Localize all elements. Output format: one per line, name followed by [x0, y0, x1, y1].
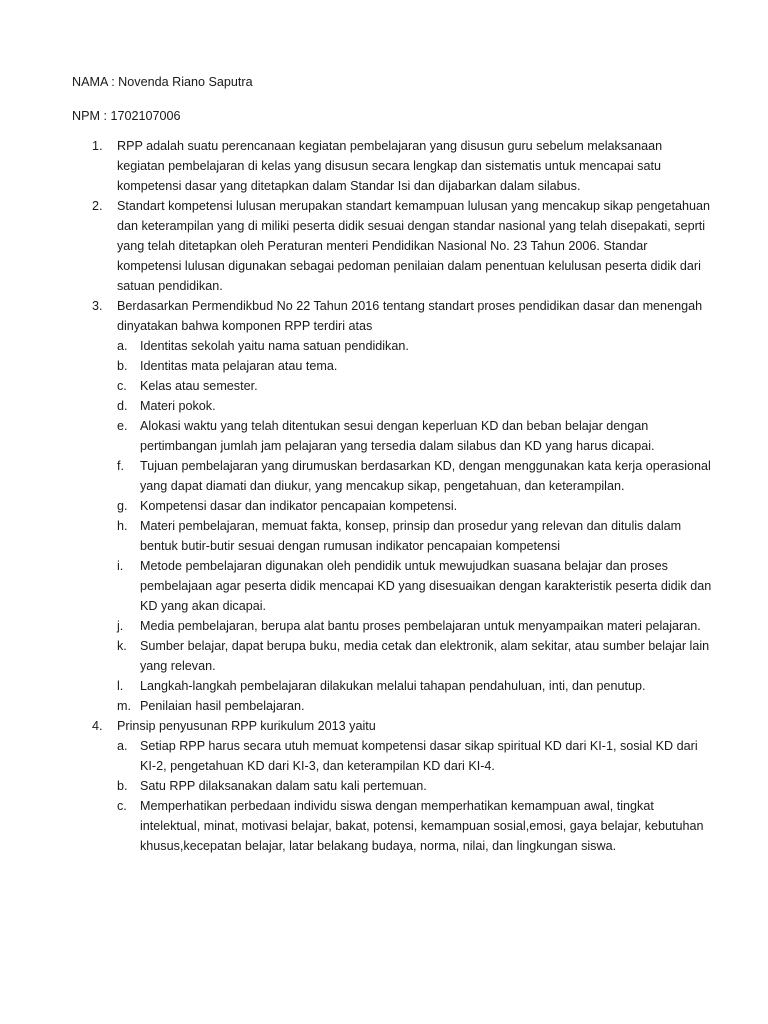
sub-item — [72, 616, 712, 636]
sub-item — [72, 556, 712, 616]
sub-letter: e. — [117, 419, 128, 433]
item-number: 2. — [92, 199, 103, 213]
sub-letter: m. — [117, 699, 131, 713]
sub-item — [72, 496, 712, 516]
sub-text: Alokasi waktu yang telah ditentukan sesui dengan keperluan KD dan beban belajar dengan pertimbangan jumlah jam pelajaran yang tersedia dalam silabus dan KD yang harus dicapai. — [140, 419, 655, 453]
sub-letter: j. — [117, 619, 124, 633]
sub-item — [72, 456, 712, 496]
answer-list — [72, 136, 712, 856]
sub-item — [72, 796, 712, 856]
sub-text: Materi pokok. — [140, 399, 216, 413]
sub-item — [72, 636, 712, 676]
sub-list — [117, 336, 712, 716]
sub-text: Tujuan pembelajaran yang dirumuskan berdasarkan KD, dengan menggunakan kata kerja operasional yang dapat diamati dan diukur, yang mencakup sikap, pengetahuan, dan keterampilan. — [140, 459, 711, 493]
sub-letter: k. — [117, 639, 127, 653]
item-text: Berdasarkan Permendikbud No 22 Tahun 2016 tentang standart proses pendidikan dasar dan menengah dinyatakan bahwa komponen RPP terdiri atas — [117, 299, 703, 333]
sub-item — [72, 376, 712, 396]
sub-letter: i. — [117, 559, 124, 573]
sub-text: Materi pembelajaran, memuat fakta, konsep, prinsip dan prosedur yang relevan dan ditulis dalam bentuk butir-butir sesuai dengan rumusan indikator pencapaian kompetensi — [140, 519, 682, 553]
sub-item — [72, 356, 712, 376]
sub-letter: c. — [117, 799, 127, 813]
sub-item — [72, 696, 712, 716]
sub-item — [72, 416, 712, 456]
sub-letter: f. — [117, 459, 124, 473]
sub-text: Identitas sekolah yaitu nama satuan pendidikan. — [140, 339, 409, 353]
item-number: 4. — [92, 719, 103, 733]
item-number: 1. — [92, 139, 103, 153]
sub-item — [72, 396, 712, 416]
item-text: Standart kompetensi lulusan merupakan standart kemampuan lulusan yang mencakup sikap pengetahuan dan keterampilan yang di miliki peserta didik sesuai dengan standar nasional yang telah disepakati, seprti yang telah ditetapkan oleh Peraturan menteri Pendidikan Nasional No. 23 Tahun 2006. Standar kompetensi lulusan digunakan sebagai pedoman penilaian dalam penentuan kelulusan peserta didik dari satuan pendidikan. — [117, 199, 710, 293]
sub-text: Satu RPP dilaksanakan dalam satu kali pertemuan. — [140, 779, 427, 793]
sub-item — [72, 336, 712, 356]
sub-text: Metode pembelajaran digunakan oleh pendidik untuk mewujudkan suasana belajar dan proses pembelajaan agar peserta didik mencapai KD yang disesuaikan dengan karakteristik peserta didik dan KD yang akan dicapai. — [140, 559, 712, 613]
sub-text: Kelas atau semester. — [140, 379, 258, 393]
student-npm: NPM : 1702107006 — [72, 109, 181, 123]
sub-letter: b. — [117, 779, 128, 793]
sub-letter: a. — [117, 739, 128, 753]
sub-text: Media pembelajaran, berupa alat bantu proses pembelajaran untuk menyampaikan materi pelajaran. — [140, 619, 701, 633]
list-item — [72, 716, 712, 856]
list-item — [72, 136, 712, 196]
sub-letter: c. — [117, 379, 127, 393]
list-item — [72, 296, 712, 716]
sub-letter: d. — [117, 399, 128, 413]
item-number: 3. — [92, 299, 103, 313]
sub-item — [72, 776, 712, 796]
sub-item — [72, 676, 712, 696]
sub-text: Sumber belajar, dapat berupa buku, media cetak dan elektronik, alam sekitar, atau sumber belajar lain yang relevan. — [140, 639, 710, 673]
item-text: RPP adalah suatu perencanaan kegiatan pembelajaran yang disusun guru sebelum melaksanaan kegiatan pembelajaran di kelas yang disusun secara lengkap dan sistematis untuk mencapai satu kompetensi dasar yang ditetapkan dalam Standar Isi dan dijabarkan dalam silabus. — [117, 139, 663, 193]
sub-text: Kompetensi dasar dan indikator pencapaian kompetensi. — [140, 499, 458, 513]
sub-item — [72, 516, 712, 556]
sub-text: Penilaian hasil pembelajaran. — [140, 699, 305, 713]
list-item — [72, 196, 712, 296]
sub-list — [117, 736, 712, 856]
sub-text: Setiap RPP harus secara utuh memuat kompetensi dasar sikap spiritual KD dari KI-1, sosial KD dari KI-2, pengetahuan KD dari KI-3, dan keterampilan KD dari KI-4. — [140, 739, 698, 773]
sub-text: Memperhatikan perbedaan individu siswa dengan memperhatikan kemampuan awal, tingkat intelektual, minat, motivasi belajar, bakat, potensi, kemampuan sosial,emosi, gaya belajar, kebutuhan khusus,kecepatan belajar, latar belakang budaya, norma, nilai, dan lingkungan siswa. — [140, 799, 704, 853]
sub-letter: b. — [117, 359, 128, 373]
item-text: Prinsip penyusunan RPP kurikulum 2013 yaitu — [117, 719, 376, 733]
student-name: NAMA : Novenda Riano Saputra — [72, 75, 253, 89]
sub-text: Identitas mata pelajaran atau tema. — [140, 359, 338, 373]
sub-letter: a. — [117, 339, 128, 353]
sub-text: Langkah-langkah pembelajaran dilakukan melalui tahapan pendahuluan, inti, dan penutup. — [140, 679, 646, 693]
sub-item — [72, 736, 712, 776]
sub-letter: g. — [117, 499, 128, 513]
sub-letter: l. — [117, 679, 124, 693]
sub-letter: h. — [117, 519, 128, 533]
